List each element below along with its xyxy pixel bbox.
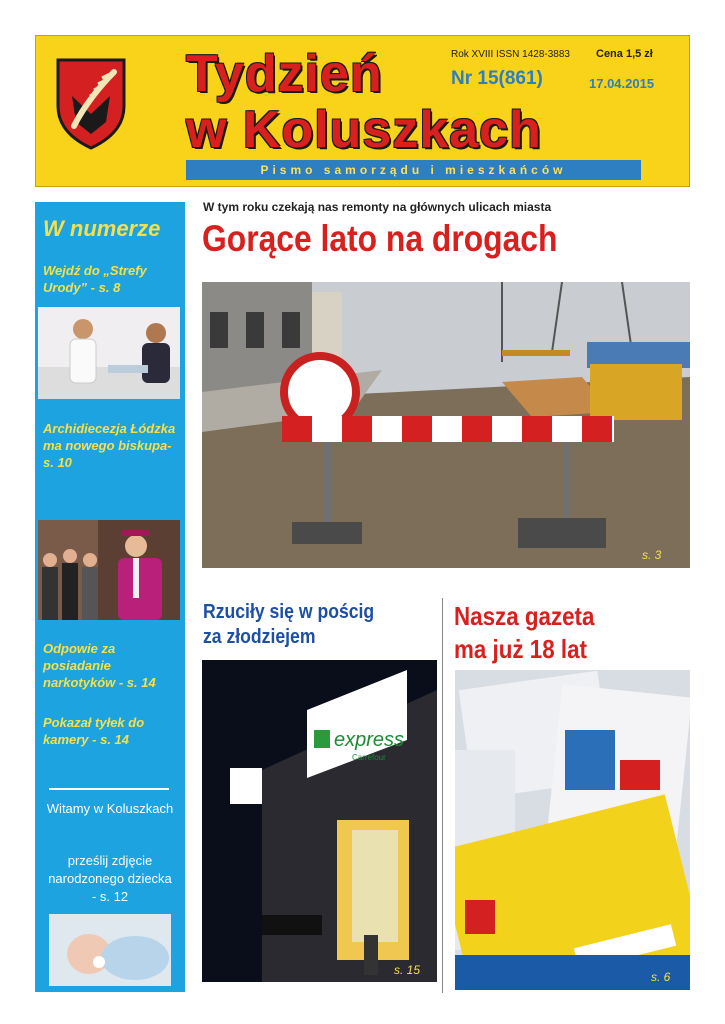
coat-of-arms-icon — [54, 56, 128, 150]
story2-headline[interactable] — [203, 600, 374, 650]
welcome-text[interactable]: prześlij zdjęcie narodzonego dziecka - s. 12 — [48, 853, 172, 904]
sidebar-item[interactable]: Odpowie za posiadanie narkotyków - s. 14 — [43, 641, 156, 690]
roadworks-photo — [202, 282, 690, 568]
story3-page-ref[interactable]: s. 6 — [651, 970, 671, 984]
sidebar-in-this-issue — [35, 202, 185, 992]
store-night-photo — [202, 660, 437, 982]
beauty-salon-photo — [38, 307, 180, 399]
story2-headline-line2: za złodziejem — [203, 626, 316, 648]
volume-issn: Rok XVIII ISSN 1428-3883 — [451, 49, 570, 60]
issue-date: 17.04.2015 — [589, 76, 655, 91]
story2-headline-line1: Rzuciły się w pościg — [203, 601, 375, 623]
column-divider — [442, 598, 443, 993]
masthead-subtitle: Pismo samorządu i mieszkańców — [186, 160, 641, 180]
title-line-2: w Koluszkach — [186, 101, 542, 159]
issue-number: Nr 15(861) — [451, 68, 543, 89]
sidebar-item[interactable]: Pokazał tyłek do kamery - s. 14 — [43, 715, 145, 747]
newborn-photo — [49, 914, 171, 986]
lead-headline[interactable]: Gorące lato na drogach — [202, 218, 558, 259]
sidebar-item[interactable]: Wejdź do „Strefy Urody” - s. 8 — [43, 263, 147, 295]
story3-headline-line2: ma już 18 lat — [454, 634, 587, 664]
story3-headline-line1: Nasza gazeta — [454, 601, 595, 631]
sidebar-heading: W numerze — [43, 216, 161, 241]
store-sign-subtext: Carrefour — [352, 753, 386, 762]
story3-headline[interactable] — [454, 600, 594, 666]
store-sign-text: express — [334, 729, 405, 751]
sidebar-divider — [49, 788, 169, 790]
lead-kicker: W tym roku czekają nas remonty na głównych ulicach miasta — [203, 200, 552, 214]
lead-page-ref[interactable]: s. 3 — [642, 548, 662, 562]
welcome-title: Witamy w Koluszkach — [46, 801, 174, 816]
masthead — [35, 35, 690, 187]
old-issues-collage-photo — [455, 670, 690, 990]
sidebar-item[interactable]: Archidiecezja Łódzka ma nowego biskupa- s. 10 — [43, 421, 176, 470]
bishop-photo — [38, 520, 180, 620]
title-line-1: Tydzień — [186, 45, 383, 103]
price: Cena 1,5 zł — [596, 48, 653, 60]
story2-page-ref[interactable]: s. 15 — [394, 963, 421, 977]
